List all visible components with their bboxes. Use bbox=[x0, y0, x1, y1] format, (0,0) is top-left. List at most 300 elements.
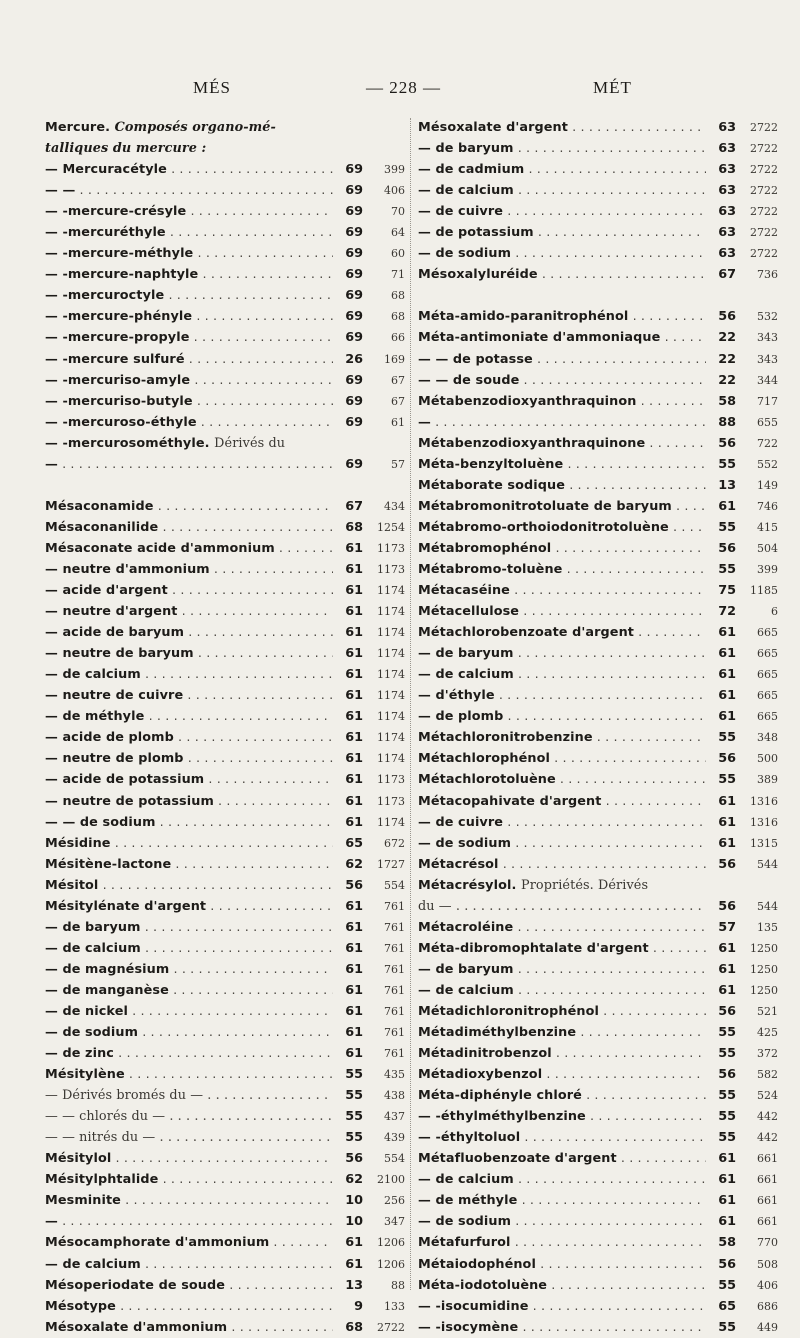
page-reference: 1174 bbox=[377, 689, 405, 703]
page-reference: 64 bbox=[391, 226, 405, 240]
entry-term: — de méthyle . . . bbox=[45, 706, 333, 727]
page-reference: 717 bbox=[757, 394, 778, 408]
page-reference: 665 bbox=[757, 668, 778, 682]
entry-term: — -mercure-phényle . . . bbox=[45, 306, 333, 327]
page-reference: 343 bbox=[757, 331, 778, 345]
entry-term: Méta-dibromophtalate d'argent . . . bbox=[418, 938, 706, 959]
page-reference: 736 bbox=[757, 268, 778, 282]
page-reference: 438 bbox=[384, 1089, 405, 1103]
volume-number: 61 bbox=[718, 709, 736, 725]
page-reference: 544 bbox=[757, 899, 778, 913]
entry-term: — de calcium . . . bbox=[45, 664, 333, 685]
index-entry bbox=[418, 664, 778, 685]
entry-term: — neutre d'argent . . . bbox=[45, 601, 333, 622]
volume-number: 61 bbox=[718, 1151, 736, 1167]
volume-number: 61 bbox=[345, 772, 363, 788]
volume-number: 61 bbox=[345, 646, 363, 662]
page-reference: 1173 bbox=[377, 541, 405, 555]
volume-number: 65 bbox=[345, 835, 363, 851]
entry-term: — -mercuroctyle . . . bbox=[45, 285, 333, 306]
index-entry bbox=[45, 349, 405, 370]
volume-number: 61 bbox=[718, 1214, 736, 1230]
entry-term: Métafurfurol . . . bbox=[418, 1232, 706, 1253]
entry-term: Mésitol . . . bbox=[45, 875, 333, 896]
entry-term: — — de potasse . . . bbox=[418, 349, 706, 370]
entry-term: Mésitylénate d'argent . . . bbox=[45, 896, 333, 917]
index-entry bbox=[45, 748, 405, 769]
page-reference: 2100 bbox=[377, 1173, 405, 1187]
volume-number: 62 bbox=[345, 856, 363, 872]
page-reference: 149 bbox=[757, 478, 778, 492]
entry-term: Mésaconamide . . . bbox=[45, 496, 333, 517]
volume-number: 61 bbox=[345, 793, 363, 809]
index-entry bbox=[418, 1254, 778, 1275]
volume-number: 55 bbox=[718, 1025, 736, 1041]
volume-number: 61 bbox=[718, 625, 736, 641]
index-entry bbox=[45, 791, 405, 812]
volume-number: 56 bbox=[345, 1151, 363, 1167]
volume-number: 56 bbox=[718, 751, 736, 767]
page-reference: 1174 bbox=[377, 710, 405, 724]
volume-number: 61 bbox=[345, 1046, 363, 1062]
volume-number: 61 bbox=[718, 814, 736, 830]
page-reference: 439 bbox=[384, 1131, 405, 1145]
index-entry bbox=[418, 959, 778, 980]
entry-term: Métabromonitrotoluate de baryum . . . bbox=[418, 496, 706, 517]
entry-term: — . . . bbox=[45, 454, 333, 475]
index-entry bbox=[45, 896, 405, 917]
index-entry bbox=[418, 706, 778, 727]
index-entry bbox=[418, 1211, 778, 1232]
entry-term: — de calcium . . . bbox=[418, 664, 706, 685]
entry-term: du — . . . bbox=[418, 896, 706, 917]
index-entry bbox=[45, 1127, 405, 1148]
page-reference: 2722 bbox=[750, 184, 778, 198]
entry-term: — neutre de cuivre . . . bbox=[45, 685, 333, 706]
page-reference: 761 bbox=[384, 1047, 405, 1061]
page-reference: 1316 bbox=[750, 794, 778, 808]
entry-term: — — de soude . . . bbox=[418, 370, 706, 391]
entry-term: — -mercure-naphtyle . . . bbox=[45, 264, 333, 285]
page-reference: 661 bbox=[757, 1215, 778, 1229]
index-entry bbox=[45, 454, 405, 475]
volume-number: 61 bbox=[345, 709, 363, 725]
volume-number: 55 bbox=[718, 1277, 736, 1293]
volume-number: 55 bbox=[718, 772, 736, 788]
entry-term: Mésocamphorate d'ammonium . . . bbox=[45, 1232, 333, 1253]
right-column bbox=[418, 117, 778, 1338]
page-reference: 2722 bbox=[750, 226, 778, 240]
page-reference: 661 bbox=[757, 1194, 778, 1208]
index-entry bbox=[45, 833, 405, 854]
index-entry bbox=[418, 1169, 778, 1190]
page-reference: 2722 bbox=[750, 121, 778, 134]
page-reference: 372 bbox=[757, 1047, 778, 1061]
index-entry bbox=[418, 875, 778, 896]
index-entry bbox=[418, 685, 778, 706]
column-divider bbox=[410, 118, 411, 1290]
entry-term: Méta-iodotoluène . . . bbox=[418, 1275, 706, 1296]
blank-line bbox=[45, 475, 405, 496]
page-reference: 415 bbox=[757, 520, 778, 534]
index-entry bbox=[418, 580, 778, 601]
entry-term: — — de sodium . . . bbox=[45, 812, 333, 833]
page-reference: 1174 bbox=[377, 752, 405, 766]
index-entry bbox=[418, 433, 778, 454]
volume-number: 61 bbox=[345, 540, 363, 556]
entry-term: — de calcium . . . bbox=[45, 938, 333, 959]
page-reference: 1254 bbox=[377, 520, 405, 534]
page-reference: 1315 bbox=[750, 836, 778, 850]
index-entry bbox=[418, 1106, 778, 1127]
volume-number: 69 bbox=[345, 246, 363, 262]
entry-term: Mésitylphtalide . . . bbox=[45, 1169, 333, 1190]
index-entry bbox=[418, 1001, 778, 1022]
entry-term: Mésotype . . . bbox=[45, 1296, 333, 1317]
page-reference: 686 bbox=[757, 1299, 778, 1313]
volume-number: 68 bbox=[345, 519, 363, 535]
entry-term: — de sodium . . . bbox=[45, 1022, 333, 1043]
index-entry bbox=[45, 664, 405, 685]
page-reference: 554 bbox=[384, 1152, 405, 1166]
volume-number: 63 bbox=[718, 162, 736, 178]
volume-number: 61 bbox=[345, 730, 363, 746]
page-reference: 1174 bbox=[377, 626, 405, 640]
page-reference: 722 bbox=[757, 436, 778, 450]
page-reference: 60 bbox=[391, 247, 405, 261]
page-reference: 655 bbox=[757, 415, 778, 429]
entry-term: — de baryum . . . bbox=[418, 959, 706, 980]
index-entry bbox=[418, 201, 778, 222]
volume-number: 61 bbox=[718, 961, 736, 977]
index-entry bbox=[45, 412, 405, 433]
page-reference: 1174 bbox=[377, 647, 405, 661]
entry-term: Mésaconate acide d'ammonium . . . bbox=[45, 538, 333, 559]
entry-term: Métabromophénol . . . bbox=[418, 538, 706, 559]
index-entry bbox=[418, 1317, 778, 1338]
volume-number: 10 bbox=[345, 1193, 363, 1209]
index-entry bbox=[45, 1001, 405, 1022]
entry-term: Méta-diphényle chloré . . . bbox=[418, 1085, 706, 1106]
page-reference: 2722 bbox=[750, 205, 778, 219]
index-entry bbox=[45, 1148, 405, 1169]
volume-number: 69 bbox=[345, 414, 363, 430]
page-reference: 68 bbox=[391, 289, 405, 303]
index-entry bbox=[45, 1317, 405, 1338]
index-entry bbox=[45, 285, 405, 306]
entry-term: Mésitylol . . . bbox=[45, 1148, 333, 1169]
page-reference: 582 bbox=[757, 1068, 778, 1082]
index-entry bbox=[45, 1190, 405, 1211]
entry-term: — de calcium . . . bbox=[418, 180, 706, 201]
index-entry bbox=[418, 391, 778, 412]
entry-term: Métabenzodioxyanthraquinon . . . bbox=[418, 391, 706, 412]
entry-term: — neutre d'ammonium . . . bbox=[45, 559, 333, 580]
index-entry bbox=[418, 833, 778, 854]
entry-term: — de sodium . . . bbox=[418, 243, 706, 264]
volume-number: 63 bbox=[718, 120, 736, 135]
index-entry bbox=[418, 1296, 778, 1317]
entry-term: Métafluobenzoate d'argent . . . bbox=[418, 1148, 706, 1169]
volume-number: 61 bbox=[345, 919, 363, 935]
entry-term: Métacopahivate d'argent . . . bbox=[418, 791, 706, 812]
index-entry bbox=[418, 1190, 778, 1211]
index-entry bbox=[45, 938, 405, 959]
entry-term: — de magnésium . . . bbox=[45, 959, 333, 980]
entry-term: Mésoxalate d'argent . . . bbox=[418, 117, 706, 138]
volume-number: 69 bbox=[345, 309, 363, 325]
volume-number: 63 bbox=[718, 204, 736, 220]
page-reference: 761 bbox=[384, 1004, 405, 1018]
index-entry bbox=[45, 391, 405, 412]
entry-term: Méta-antimoniate d'ammoniaque . . . bbox=[418, 327, 706, 348]
page-reference: 344 bbox=[757, 373, 778, 387]
page-reference: 746 bbox=[757, 499, 778, 513]
index-entry bbox=[45, 138, 405, 159]
volume-number: 61 bbox=[345, 561, 363, 577]
page-reference: 665 bbox=[757, 626, 778, 640]
index-entry bbox=[45, 769, 405, 790]
page-reference: 552 bbox=[757, 457, 778, 471]
page-reference: 406 bbox=[384, 184, 405, 198]
entry-term: Métadichloronitrophénol . . . bbox=[418, 1001, 706, 1022]
volume-number: 55 bbox=[718, 1088, 736, 1104]
page-reference: 1173 bbox=[377, 773, 405, 787]
page-reference: 521 bbox=[757, 1004, 778, 1018]
page-reference: 70 bbox=[391, 205, 405, 219]
page-reference: 661 bbox=[757, 1173, 778, 1187]
page-reference: 770 bbox=[757, 1236, 778, 1250]
page-reference: 88 bbox=[391, 1278, 405, 1292]
index-entry bbox=[45, 622, 405, 643]
index-entry bbox=[418, 349, 778, 370]
volume-number: 61 bbox=[345, 898, 363, 914]
entry-term: — -éthylméthylbenzine . . . bbox=[418, 1106, 706, 1127]
entry-term: Mercure. Composés organo-mé- bbox=[45, 120, 276, 135]
entry-term: Métadiméthylbenzine . . . bbox=[418, 1022, 706, 1043]
page-reference: 508 bbox=[757, 1257, 778, 1271]
index-entry bbox=[418, 222, 778, 243]
page-reference: 449 bbox=[757, 1320, 778, 1334]
page-reference: 1174 bbox=[377, 605, 405, 619]
entry-term: — -mercuréthyle . . . bbox=[45, 222, 333, 243]
volume-number: 61 bbox=[718, 498, 736, 514]
entry-term: — de baryum . . . bbox=[418, 138, 706, 159]
entry-term: — acide de baryum . . . bbox=[45, 622, 333, 643]
page-reference: 1174 bbox=[377, 815, 405, 829]
volume-number: 61 bbox=[718, 667, 736, 683]
volume-number: 55 bbox=[345, 1088, 363, 1104]
volume-number: 69 bbox=[345, 456, 363, 472]
entry-term: Mesminite . . . bbox=[45, 1190, 333, 1211]
entry-term: — -mercuriso-butyle . . . bbox=[45, 391, 333, 412]
volume-number: 63 bbox=[718, 246, 736, 262]
entry-term: — — nitrés du — . . . bbox=[45, 1127, 333, 1148]
index-entry bbox=[45, 1296, 405, 1317]
page-reference: 661 bbox=[757, 1152, 778, 1166]
page-reference: 500 bbox=[757, 752, 778, 766]
volume-number: 69 bbox=[345, 204, 363, 220]
index-entry bbox=[45, 117, 405, 138]
volume-number: 55 bbox=[718, 1109, 736, 1125]
entry-term: — neutre de baryum . . . bbox=[45, 643, 333, 664]
page-reference: 1206 bbox=[377, 1257, 405, 1271]
volume-number: 55 bbox=[718, 1046, 736, 1062]
volume-number: 56 bbox=[718, 309, 736, 325]
volume-number: 61 bbox=[345, 1235, 363, 1251]
page-reference: 61 bbox=[391, 415, 405, 429]
page-reference: 57 bbox=[391, 457, 405, 471]
index-entry bbox=[45, 1064, 405, 1085]
index-entry bbox=[45, 433, 405, 454]
entry-term: — de baryum . . . bbox=[418, 643, 706, 664]
index-entry bbox=[418, 496, 778, 517]
volume-number: 61 bbox=[718, 1193, 736, 1209]
index-entry bbox=[418, 1148, 778, 1169]
volume-number: 55 bbox=[718, 730, 736, 746]
index-entry bbox=[45, 1169, 405, 1190]
entry-term: — — . . . bbox=[45, 180, 333, 201]
index-entry bbox=[45, 517, 405, 538]
volume-number: 61 bbox=[345, 982, 363, 998]
header-right: MÉT bbox=[593, 78, 632, 97]
volume-number: 65 bbox=[718, 1298, 736, 1314]
entry-term: — acide d'argent . . . bbox=[45, 580, 333, 601]
page-reference: 1174 bbox=[377, 584, 405, 598]
page-reference: 2722 bbox=[750, 163, 778, 177]
volume-number: 69 bbox=[345, 288, 363, 304]
entry-term: — de plomb . . . bbox=[418, 706, 706, 727]
entry-term: — . . . bbox=[45, 1211, 333, 1232]
index-entry bbox=[418, 559, 778, 580]
entry-term: Métacellulose . . . bbox=[418, 601, 706, 622]
index-entry bbox=[418, 454, 778, 475]
index-entry bbox=[45, 1085, 405, 1106]
entry-term: — -isocymène . . . bbox=[418, 1317, 706, 1338]
volume-number: 61 bbox=[345, 688, 363, 704]
page-reference: 1250 bbox=[750, 983, 778, 997]
volume-number: 75 bbox=[718, 583, 736, 599]
volume-number: 55 bbox=[718, 1130, 736, 1146]
volume-number: 56 bbox=[345, 877, 363, 893]
entry-term: — de calcium . . . bbox=[418, 980, 706, 1001]
entry-term: Mésitylène . . . bbox=[45, 1064, 333, 1085]
page-reference: 133 bbox=[384, 1299, 405, 1313]
volume-number: 88 bbox=[718, 414, 736, 430]
volume-number: 61 bbox=[718, 835, 736, 851]
volume-number: 69 bbox=[345, 393, 363, 409]
page-reference: 761 bbox=[384, 899, 405, 913]
entry-term: Métacaséine . . . bbox=[418, 580, 706, 601]
entry-term: Métachlorobenzoate d'argent . . . bbox=[418, 622, 706, 643]
index-entry bbox=[45, 875, 405, 896]
volume-number: 63 bbox=[718, 225, 736, 241]
page-reference: 425 bbox=[757, 1026, 778, 1040]
index-entry bbox=[418, 769, 778, 790]
volume-number: 69 bbox=[345, 330, 363, 346]
entry-term: — de méthyle . . . bbox=[418, 1190, 706, 1211]
entry-term: — -mercuriso-amyle . . . bbox=[45, 370, 333, 391]
page-header bbox=[0, 78, 800, 102]
volume-number: 62 bbox=[345, 1172, 363, 1188]
page-reference: 504 bbox=[757, 541, 778, 555]
entry-term: — -mercure-méthyle . . . bbox=[45, 243, 333, 264]
entry-term: — neutre de plomb . . . bbox=[45, 748, 333, 769]
entry-term: Mésoxalyluréide . . . bbox=[418, 264, 706, 285]
entry-term: Métadinitrobenzol . . . bbox=[418, 1043, 706, 1064]
page-reference: 1250 bbox=[750, 941, 778, 955]
volume-number: 9 bbox=[354, 1298, 363, 1314]
entry-term: Métadioxybenzol . . . bbox=[418, 1064, 706, 1085]
entry-term: Métacrésol . . . bbox=[418, 854, 706, 875]
entry-term: Méta-amido-paranitrophénol . . . bbox=[418, 306, 706, 327]
index-entry bbox=[418, 1064, 778, 1085]
entry-term: — -mercure-crésyle . . . bbox=[45, 201, 333, 222]
volume-number: 61 bbox=[718, 940, 736, 956]
index-entry bbox=[45, 917, 405, 938]
page-reference: 348 bbox=[757, 731, 778, 745]
index-entry bbox=[45, 370, 405, 391]
volume-number: 69 bbox=[345, 267, 363, 283]
page-reference: 1727 bbox=[377, 857, 405, 871]
page-reference: 66 bbox=[391, 331, 405, 345]
page-reference: 1174 bbox=[377, 668, 405, 682]
volume-number: 61 bbox=[718, 982, 736, 998]
index-entry bbox=[45, 1022, 405, 1043]
volume-number: 63 bbox=[718, 141, 736, 157]
volume-number: 55 bbox=[718, 1319, 736, 1335]
index-entry bbox=[418, 327, 778, 348]
volume-number: 58 bbox=[718, 393, 736, 409]
entry-term: Métabenzodioxyanthraquinone . . . bbox=[418, 433, 706, 454]
volume-number: 72 bbox=[718, 604, 736, 620]
index-entry bbox=[418, 264, 778, 285]
page-reference: 399 bbox=[384, 163, 405, 177]
index-entry bbox=[418, 622, 778, 643]
page-reference: 256 bbox=[384, 1194, 405, 1208]
index-entry bbox=[418, 370, 778, 391]
volume-number: 67 bbox=[718, 267, 736, 283]
volume-number: 13 bbox=[345, 1277, 363, 1293]
index-entry bbox=[418, 791, 778, 812]
page-reference: 68 bbox=[391, 310, 405, 324]
page-reference: 67 bbox=[391, 373, 405, 387]
page-reference: 343 bbox=[757, 352, 778, 366]
volume-number: 55 bbox=[345, 1109, 363, 1125]
index-entry bbox=[418, 475, 778, 496]
index-entry bbox=[418, 896, 778, 917]
volume-number: 55 bbox=[345, 1067, 363, 1083]
volume-number: 55 bbox=[345, 1130, 363, 1146]
index-entry bbox=[45, 601, 405, 622]
page-reference: 665 bbox=[757, 710, 778, 724]
entry-term: Métacrésylol. Propriétés. Dérivés bbox=[418, 877, 649, 893]
volume-number: 69 bbox=[345, 372, 363, 388]
page-reference: 1173 bbox=[377, 562, 405, 576]
page-reference: 524 bbox=[757, 1089, 778, 1103]
volume-number: 26 bbox=[345, 351, 363, 367]
page-reference: 437 bbox=[384, 1110, 405, 1124]
entry-term: Métachloronitrobenzine . . . bbox=[418, 727, 706, 748]
index-entry bbox=[418, 159, 778, 180]
volume-number: 61 bbox=[345, 625, 363, 641]
page-reference: 1316 bbox=[750, 815, 778, 829]
entry-term: — acide de potassium . . . bbox=[45, 769, 333, 790]
volume-number: 61 bbox=[345, 1256, 363, 1272]
index-entry bbox=[418, 1275, 778, 1296]
entry-term: — -éthyltoluol . . . bbox=[418, 1127, 706, 1148]
page-reference: 2722 bbox=[377, 1320, 405, 1334]
